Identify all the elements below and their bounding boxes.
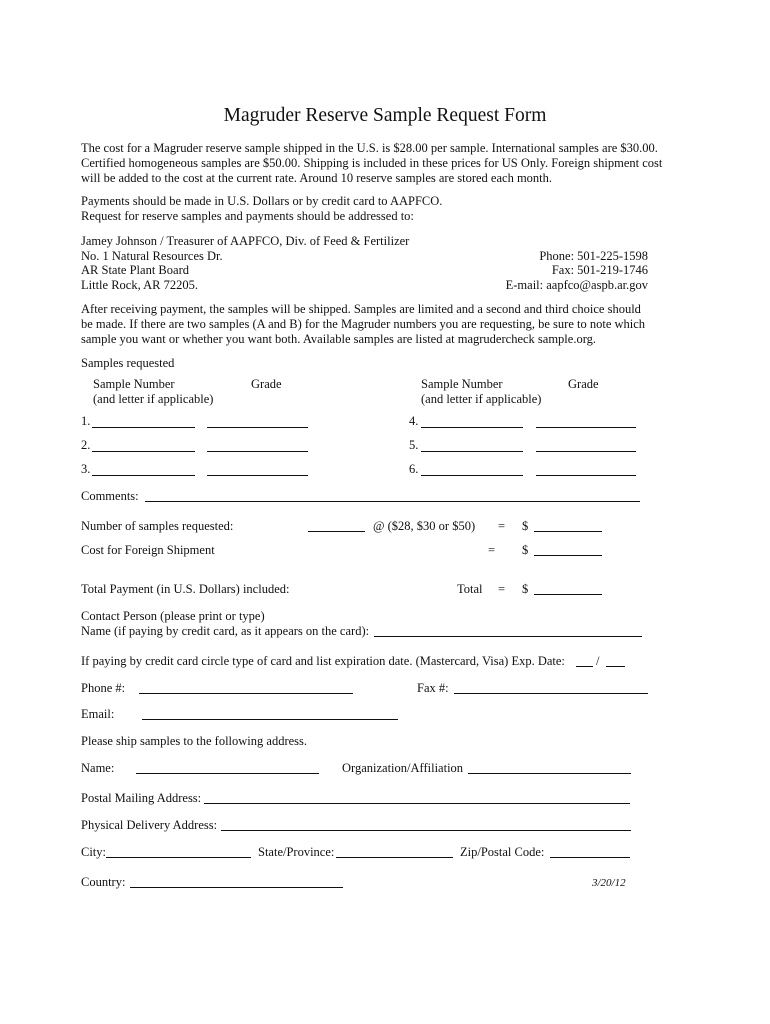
exp-year-field[interactable]: [606, 666, 625, 667]
contact-phone: Phone: 501-225-1598: [539, 249, 648, 263]
sample-row-3-grade-field[interactable]: [207, 475, 308, 476]
postal-address-field[interactable]: [204, 803, 630, 804]
name-label: Name:: [81, 761, 115, 775]
sample-row-5-label: 5.: [409, 438, 419, 452]
zip-label: Zip/Postal Code:: [460, 845, 545, 859]
address-line-2: No. 1 Natural Resources Dr.: [81, 249, 223, 263]
number-amount-field[interactable]: [534, 531, 602, 532]
foreign-amount-field[interactable]: [534, 555, 602, 556]
physical-address-label: Physical Delivery Address:: [81, 818, 218, 832]
fax-field[interactable]: [454, 693, 648, 694]
foreign-equals: =: [488, 543, 496, 557]
sample-row-1-label: 1.: [81, 414, 91, 428]
col-sample-sub-left: (and letter if applicable): [93, 392, 214, 406]
address-line-1: Jamey Johnson / Treasurer of AAPFCO, Div. of Feed & Fertilizer: [81, 234, 410, 248]
payment-line-1: Payments should be made in U.S. Dollars or by credit card to AAPFCO.: [81, 194, 443, 208]
foreign-dollar-sign: $: [522, 543, 529, 557]
fax-label: Fax #:: [417, 681, 449, 695]
email-label: Email:: [81, 707, 115, 721]
ship-address-label: Please ship samples to the following address.: [81, 734, 308, 748]
organization-field[interactable]: [468, 773, 631, 774]
phone-label: Phone #:: [81, 681, 126, 695]
sample-row-2-number-field[interactable]: [92, 451, 195, 452]
number-of-samples-field[interactable]: [308, 531, 365, 532]
contact-fax: Fax: 501-219-1746: [551, 263, 648, 277]
form-title: Magruder Reserve Sample Request Form: [223, 105, 547, 126]
sample-row-1-grade-field[interactable]: [207, 427, 308, 428]
organization-label: Organization/Affiliation: [342, 761, 464, 775]
total-amount-field[interactable]: [534, 594, 602, 595]
number-dollar-sign: $: [522, 519, 529, 533]
physical-address-field[interactable]: [221, 830, 631, 831]
postal-address-label: Postal Mailing Address:: [81, 791, 202, 805]
state-field[interactable]: [336, 857, 453, 858]
sample-row-6-number-field[interactable]: [421, 475, 523, 476]
sample-row-3-label: 3.: [81, 462, 91, 476]
sample-row-2-label: 2.: [81, 438, 91, 452]
zip-field[interactable]: [550, 857, 630, 858]
col-sample-sub-right: (and letter if applicable): [421, 392, 542, 406]
sample-row-6-label: 6.: [409, 462, 419, 476]
credit-card-label: If paying by credit card circle type of card and list expiration date. (Mastercard, Visa) Exp. Date:: [81, 654, 565, 668]
comments-field[interactable]: [145, 501, 640, 502]
number-of-samples-label: Number of samples requested:: [81, 519, 234, 533]
payment-line-2: Request for reserve samples and payments should be addressed to:: [81, 209, 414, 223]
city-field[interactable]: [106, 857, 251, 858]
state-label: State/Province:: [258, 845, 335, 859]
sample-row-4-grade-field[interactable]: [536, 427, 636, 428]
country-field[interactable]: [130, 887, 343, 888]
col-grade-right: Grade: [568, 377, 599, 391]
contact-email: E-mail: aapfco@aspb.ar.gov: [505, 278, 648, 292]
total-equals: =: [498, 582, 506, 596]
country-label: Country:: [81, 875, 126, 889]
form-date: 3/20/12: [592, 877, 626, 889]
sample-row-4-number-field[interactable]: [421, 427, 523, 428]
contact-person-label: Contact Person (please print or type): [81, 609, 265, 623]
exp-date-slash: /: [596, 654, 600, 668]
foreign-shipment-label: Cost for Foreign Shipment: [81, 543, 215, 557]
col-sample-number-right: Sample Number: [421, 377, 503, 391]
total-payment-label: Total Payment (in U.S. Dollars) included:: [81, 582, 290, 596]
address-line-3: AR State Plant Board: [81, 263, 189, 277]
sample-row-4-label: 4.: [409, 414, 419, 428]
sample-row-3-number-field[interactable]: [92, 475, 195, 476]
col-grade-left: Grade: [251, 377, 282, 391]
comments-label: Comments:: [81, 489, 139, 503]
phone-field[interactable]: [139, 693, 353, 694]
samples-heading: Samples requested: [81, 356, 175, 370]
sample-row-5-grade-field[interactable]: [536, 451, 636, 452]
intro-line-1: The cost for a Magruder reserve sample shipped in the U.S. is $28.00 per sample. International samples are $30.00.: [81, 141, 658, 155]
sample-row-6-grade-field[interactable]: [536, 475, 636, 476]
col-sample-number-left: Sample Number: [93, 377, 175, 391]
sample-row-2-grade-field[interactable]: [207, 451, 308, 452]
after-line-3: sample you want or whether you want both. Available samples are listed at magrudercheck sample.org.: [81, 332, 597, 346]
name-card-field[interactable]: [374, 636, 642, 637]
after-line-2: be made. If there are two samples (A and B) for the Magruder numbers you are requesting, be sure to note which: [81, 317, 646, 331]
total-label: Total: [457, 582, 483, 596]
sample-row-5-number-field[interactable]: [421, 451, 523, 452]
number-equals: =: [498, 519, 506, 533]
exp-month-field[interactable]: [576, 666, 593, 667]
address-line-4: Little Rock, AR 72205.: [81, 278, 199, 292]
name-field[interactable]: [136, 773, 319, 774]
sample-row-1-number-field[interactable]: [92, 427, 195, 428]
after-line-1: After receiving payment, the samples will be shipped. Samples are limited and a second and third choice should: [81, 302, 641, 316]
intro-line-3: will be added to the cost at the current rate. Around 10 reserve samples are stored each month.: [81, 171, 553, 185]
city-label: City:: [81, 845, 107, 859]
email-field[interactable]: [142, 719, 398, 720]
total-dollar-sign: $: [522, 582, 529, 596]
intro-line-2: Certified homogeneous samples are $50.00. Shipping is included in these prices for US Only. Foreign shipment cost: [81, 156, 663, 170]
price-options-label: @ ($28, $30 or $50): [373, 519, 476, 533]
name-card-label: Name (if paying by credit card, as it appears on the card):: [81, 624, 370, 638]
